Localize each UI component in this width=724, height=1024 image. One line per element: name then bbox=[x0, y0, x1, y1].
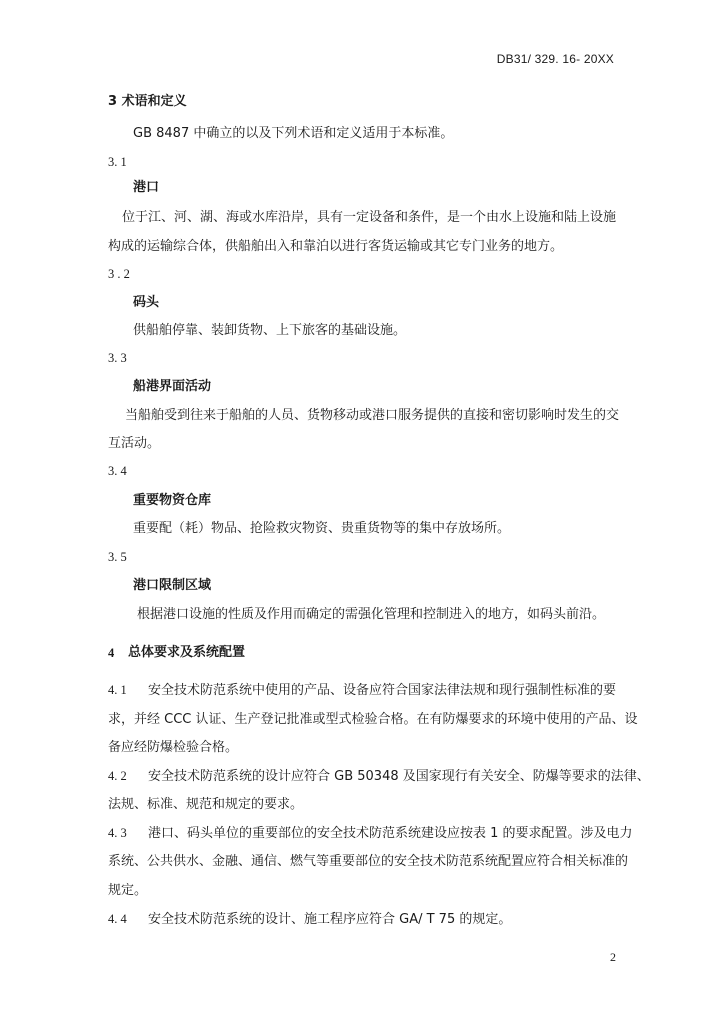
section-3-heading: 3 术语和定义 bbox=[108, 94, 187, 109]
term-3-2-title: 码头 bbox=[133, 295, 160, 310]
clause-4-1-line-3: 备应经防爆检验合格。 bbox=[108, 740, 239, 755]
clause-4-3-number: 4. 3 bbox=[108, 826, 127, 840]
page-number: 2 bbox=[610, 950, 616, 964]
clause-4-2-line-1: 安全技术防范系统的设计应符合 GB 50348 及国家现行有关安全、防爆等要求的法律、 bbox=[148, 769, 650, 784]
clause-4-2-line-2: 法规、标准、规范和规定的要求。 bbox=[108, 797, 304, 812]
clause-4-4-number: 4. 4 bbox=[108, 912, 127, 926]
term-3-5-number: 3. 5 bbox=[108, 550, 127, 564]
term-3-4-number: 3. 4 bbox=[108, 464, 127, 478]
clause-4-1-line-1: 安全技术防范系统中使用的产品、设备应符合国家法律法规和现行强制性标准的要 bbox=[148, 683, 617, 698]
clause-4-1-number: 4. 1 bbox=[108, 683, 127, 697]
term-3-2-number: 3 . 2 bbox=[108, 267, 130, 281]
clause-4-3-line-2: 系统、公共供水、金融、通信、燃气等重要部位的安全技术防范系统配置应符合相关标准的 bbox=[108, 854, 629, 869]
term-3-1-definition-line-1: 位于江、河、湖、海或水库沿岸，具有一定设备和条件，是一个由水上设施和陆上设施 bbox=[122, 210, 617, 225]
clause-4-3-line-1: 港口、码头单位的重要部位的安全技术防范系统建设应按表 1 的要求配置。涉及电力 bbox=[148, 826, 633, 841]
term-3-2-definition: 供船舶停靠、装卸货物、上下旅客的基础设施。 bbox=[133, 323, 407, 338]
section-4-number: 4 bbox=[108, 646, 115, 660]
term-3-5-title: 港口限制区域 bbox=[133, 578, 212, 593]
term-3-4-title: 重要物资仓库 bbox=[133, 493, 212, 508]
term-3-1-title: 港口 bbox=[133, 180, 160, 195]
clause-4-4-line-1: 安全技术防范系统的设计、施工程序应符合 GA/ T 75 的规定。 bbox=[148, 912, 512, 927]
term-3-4-definition: 重要配（耗）物品、抢险救灾物资、贵重货物等的集中存放场所。 bbox=[133, 521, 511, 536]
clause-4-1-line-2: 求，并经 CCC 认证、生产登记批准或型式检验合格。在有防爆要求的环境中使用的产品、设 bbox=[108, 712, 638, 727]
document-code: DB31/ 329. 16- 20XX bbox=[496, 52, 614, 66]
term-3-5-definition: 根据港口设施的性质及作用而确定的需强化管理和控制进入的地方，如码头前沿。 bbox=[137, 607, 606, 622]
section-3-intro: GB 8487 中确立的以及下列术语和定义适用于本标准。 bbox=[133, 126, 454, 141]
term-3-3-definition-line-1: 当船舶受到往来于船舶的人员、货物移动或港口服务提供的直接和密切影响时发生的交 bbox=[125, 408, 620, 423]
term-3-3-number: 3. 3 bbox=[108, 351, 127, 365]
clause-4-3-line-3: 规定。 bbox=[108, 883, 148, 898]
term-3-3-title: 船港界面活动 bbox=[133, 379, 212, 394]
term-3-3-definition-line-2: 互活动。 bbox=[108, 436, 161, 451]
term-3-1-definition-line-2: 构成的运输综合体，供船舶出入和靠泊以进行客货运输或其它专门业务的地方。 bbox=[108, 239, 564, 254]
clause-4-2-number: 4. 2 bbox=[108, 769, 127, 783]
section-4-heading: 总体要求及系统配置 bbox=[128, 645, 246, 660]
term-3-1-number: 3. 1 bbox=[108, 155, 127, 169]
